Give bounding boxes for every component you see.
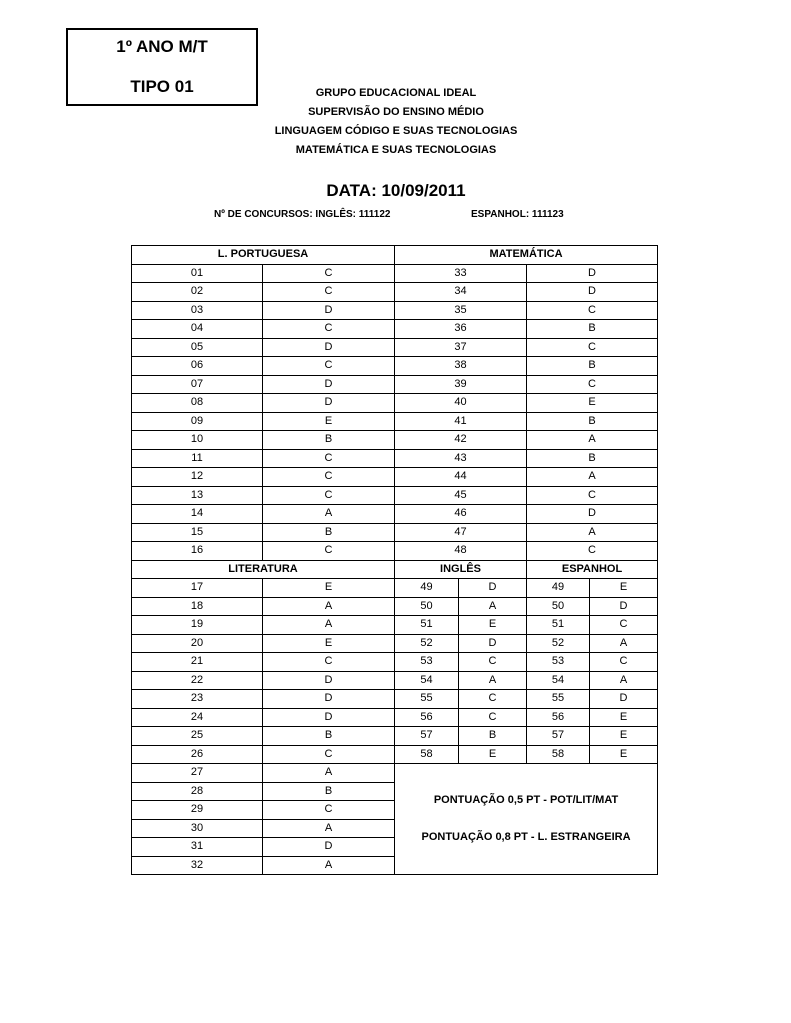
answer-letter: C <box>527 486 658 505</box>
answer-letter: C <box>590 653 658 672</box>
question-number: 43 <box>395 449 527 468</box>
institution-name: GRUPO EDUCACIONAL IDEAL <box>315 87 477 99</box>
answer-letter: D <box>263 838 395 857</box>
question-number: 57 <box>395 727 459 746</box>
question-number: 25 <box>132 727 263 746</box>
section-header-espanhol: ESPANHOL <box>527 560 658 579</box>
question-number: 50 <box>395 597 459 616</box>
question-number: 26 <box>132 745 263 764</box>
question-number: 52 <box>527 634 590 653</box>
question-number: 23 <box>132 690 263 709</box>
exam-date: DATA: 10/09/2011 <box>326 181 466 200</box>
question-number: 40 <box>395 394 527 413</box>
answer-letter: E <box>590 745 658 764</box>
question-number: 54 <box>527 671 590 690</box>
answer-letter: E <box>590 727 658 746</box>
question-number: 44 <box>395 468 527 487</box>
question-number: 49 <box>395 579 459 598</box>
answer-letter: A <box>527 431 658 450</box>
question-number: 09 <box>132 412 263 431</box>
question-number: 16 <box>132 542 263 561</box>
answer-letter: C <box>263 357 395 376</box>
question-number: 46 <box>395 505 527 524</box>
answer-letter: A <box>263 764 395 783</box>
answer-letter: C <box>263 745 395 764</box>
question-number: 30 <box>132 819 263 838</box>
answer-letter: E <box>263 412 395 431</box>
question-number: 05 <box>132 338 263 357</box>
table-row <box>132 542 658 561</box>
question-number: 04 <box>132 320 263 339</box>
answer-letter: C <box>263 449 395 468</box>
answer-letter: A <box>459 597 527 616</box>
section-header-matematica: MATEMÁTICA <box>395 246 658 265</box>
section-header-ingles: INGLÊS <box>395 560 527 579</box>
answer-letter: B <box>527 357 658 376</box>
question-number: 08 <box>132 394 263 413</box>
answer-letter: B <box>263 523 395 542</box>
answer-letter: A <box>263 505 395 524</box>
question-number: 07 <box>132 375 263 394</box>
supervision-line: SUPERVISÃO DO ENSINO MÉDIO <box>308 106 484 118</box>
answer-letter: A <box>527 523 658 542</box>
question-number: 54 <box>395 671 459 690</box>
question-number: 58 <box>395 745 459 764</box>
table-row <box>132 486 658 505</box>
answer-letter: D <box>263 375 395 394</box>
answer-letter: B <box>263 782 395 801</box>
question-number: 55 <box>395 690 459 709</box>
scoring-note-foreign-language: PONTUAÇÃO 0,8 PT - L. ESTRANGEIRA <box>421 831 631 843</box>
answer-letter: C <box>527 338 658 357</box>
answer-letter: C <box>263 653 395 672</box>
table-row <box>132 320 658 339</box>
answer-letter: A <box>263 597 395 616</box>
question-number: 41 <box>395 412 527 431</box>
answer-letter: E <box>459 616 527 635</box>
question-number: 49 <box>527 579 590 598</box>
table-row <box>132 431 658 450</box>
question-number: 38 <box>395 357 527 376</box>
answer-letter: C <box>263 542 395 561</box>
answer-letter: D <box>590 690 658 709</box>
table-row <box>132 764 658 783</box>
section-header-portuguesa: L. PORTUGUESA <box>132 246 395 265</box>
answer-letter: B <box>527 412 658 431</box>
question-number: 51 <box>527 616 590 635</box>
answer-letter: C <box>527 542 658 561</box>
table-row <box>132 523 658 542</box>
question-number: 28 <box>132 782 263 801</box>
answer-letter: A <box>527 468 658 487</box>
answer-letter: C <box>459 690 527 709</box>
table-row <box>132 745 658 764</box>
question-number: 27 <box>132 764 263 783</box>
question-number: 32 <box>132 856 263 875</box>
question-number: 24 <box>132 708 263 727</box>
answer-letter: E <box>263 634 395 653</box>
table-row <box>132 597 658 616</box>
english-contest-number: Nº DE CONCURSOS: INGLÊS: 111122 <box>214 209 391 220</box>
spanish-contest-number: ESPANHOL: 111123 <box>471 209 564 220</box>
table-row <box>132 338 658 357</box>
table-row <box>132 708 658 727</box>
scoring-note-main: PONTUAÇÃO 0,5 PT - POT/LIT/MAT <box>433 794 619 806</box>
answer-letter: C <box>263 264 395 283</box>
question-number: 22 <box>132 671 263 690</box>
question-number: 51 <box>395 616 459 635</box>
question-number: 45 <box>395 486 527 505</box>
table-row <box>132 246 658 265</box>
table-row <box>132 579 658 598</box>
question-number: 10 <box>132 431 263 450</box>
answer-letter: D <box>263 690 395 709</box>
question-number: 53 <box>527 653 590 672</box>
exam-type-box <box>66 28 258 106</box>
table-row <box>132 264 658 283</box>
answer-letter: D <box>527 505 658 524</box>
answer-letter: A <box>590 671 658 690</box>
answer-letter: A <box>263 856 395 875</box>
question-number: 01 <box>132 264 263 283</box>
table-row <box>132 505 658 524</box>
question-number: 29 <box>132 801 263 820</box>
answer-letter: E <box>527 394 658 413</box>
answer-letter: B <box>263 431 395 450</box>
question-number: 34 <box>395 283 527 302</box>
question-number: 58 <box>527 745 590 764</box>
question-number: 52 <box>395 634 459 653</box>
answer-letter: D <box>263 394 395 413</box>
answer-letter: C <box>263 283 395 302</box>
answer-letter: E <box>459 745 527 764</box>
answer-letter: E <box>263 579 395 598</box>
answer-letter: D <box>459 579 527 598</box>
answer-letter: B <box>527 449 658 468</box>
question-number: 20 <box>132 634 263 653</box>
question-number: 18 <box>132 597 263 616</box>
question-number: 11 <box>132 449 263 468</box>
table-row <box>132 653 658 672</box>
answer-letter: C <box>263 486 395 505</box>
question-number: 02 <box>132 283 263 302</box>
question-number: 55 <box>527 690 590 709</box>
table-row <box>132 560 658 579</box>
answer-letter: A <box>590 634 658 653</box>
question-number: 21 <box>132 653 263 672</box>
question-number: 50 <box>527 597 590 616</box>
answer-letter: D <box>263 671 395 690</box>
question-number: 35 <box>395 301 527 320</box>
answer-letter: D <box>590 597 658 616</box>
question-number: 14 <box>132 505 263 524</box>
question-number: 42 <box>395 431 527 450</box>
question-number: 03 <box>132 301 263 320</box>
answer-letter: B <box>459 727 527 746</box>
table-row <box>132 671 658 690</box>
question-number: 15 <box>132 523 263 542</box>
question-number: 17 <box>132 579 263 598</box>
answer-letter: C <box>590 616 658 635</box>
question-number: 33 <box>395 264 527 283</box>
answer-letter: D <box>263 708 395 727</box>
answer-letter: D <box>263 301 395 320</box>
table-row <box>132 375 658 394</box>
question-number: 56 <box>527 708 590 727</box>
grade-label: 1º ANO M/T <box>116 37 208 56</box>
question-number: 12 <box>132 468 263 487</box>
answer-letter: C <box>263 320 395 339</box>
question-number: 36 <box>395 320 527 339</box>
answer-letter: C <box>263 468 395 487</box>
question-number: 13 <box>132 486 263 505</box>
answer-letter: A <box>263 819 395 838</box>
question-number: 39 <box>395 375 527 394</box>
answer-letter: D <box>459 634 527 653</box>
question-number: 53 <box>395 653 459 672</box>
table-row <box>132 634 658 653</box>
question-number: 19 <box>132 616 263 635</box>
question-number: 48 <box>395 542 527 561</box>
table-row <box>132 727 658 746</box>
table-row <box>132 449 658 468</box>
answer-letter: C <box>263 801 395 820</box>
answer-letter: D <box>527 283 658 302</box>
question-number: 57 <box>527 727 590 746</box>
answer-letter: B <box>263 727 395 746</box>
answer-key-table <box>131 245 658 875</box>
answer-letter: E <box>590 708 658 727</box>
language-area-line: LINGUAGEM CÓDIGO E SUAS TECNOLOGIAS <box>274 125 518 137</box>
section-header-literatura: LITERATURA <box>132 560 395 579</box>
question-number: 31 <box>132 838 263 857</box>
table-row <box>132 301 658 320</box>
answer-letter: A <box>263 616 395 635</box>
table-row <box>132 616 658 635</box>
answer-letter: C <box>459 653 527 672</box>
question-number: 06 <box>132 357 263 376</box>
scoring-note <box>395 764 658 875</box>
answer-letter: D <box>527 264 658 283</box>
table-row <box>132 394 658 413</box>
answer-letter: B <box>527 320 658 339</box>
exam-type-label: TIPO 01 <box>130 77 194 96</box>
table-row <box>132 412 658 431</box>
question-number: 37 <box>395 338 527 357</box>
answer-letter: D <box>263 338 395 357</box>
table-row <box>132 690 658 709</box>
table-row <box>132 357 658 376</box>
table-row <box>132 283 658 302</box>
answer-letter: E <box>590 579 658 598</box>
answer-letter: C <box>459 708 527 727</box>
question-number: 56 <box>395 708 459 727</box>
answer-letter: C <box>527 301 658 320</box>
answer-letter: C <box>527 375 658 394</box>
math-area-line: MATEMÁTICA E SUAS TECNOLOGIAS <box>295 144 497 156</box>
question-number: 47 <box>395 523 527 542</box>
answer-letter: A <box>459 671 527 690</box>
table-row <box>132 468 658 487</box>
